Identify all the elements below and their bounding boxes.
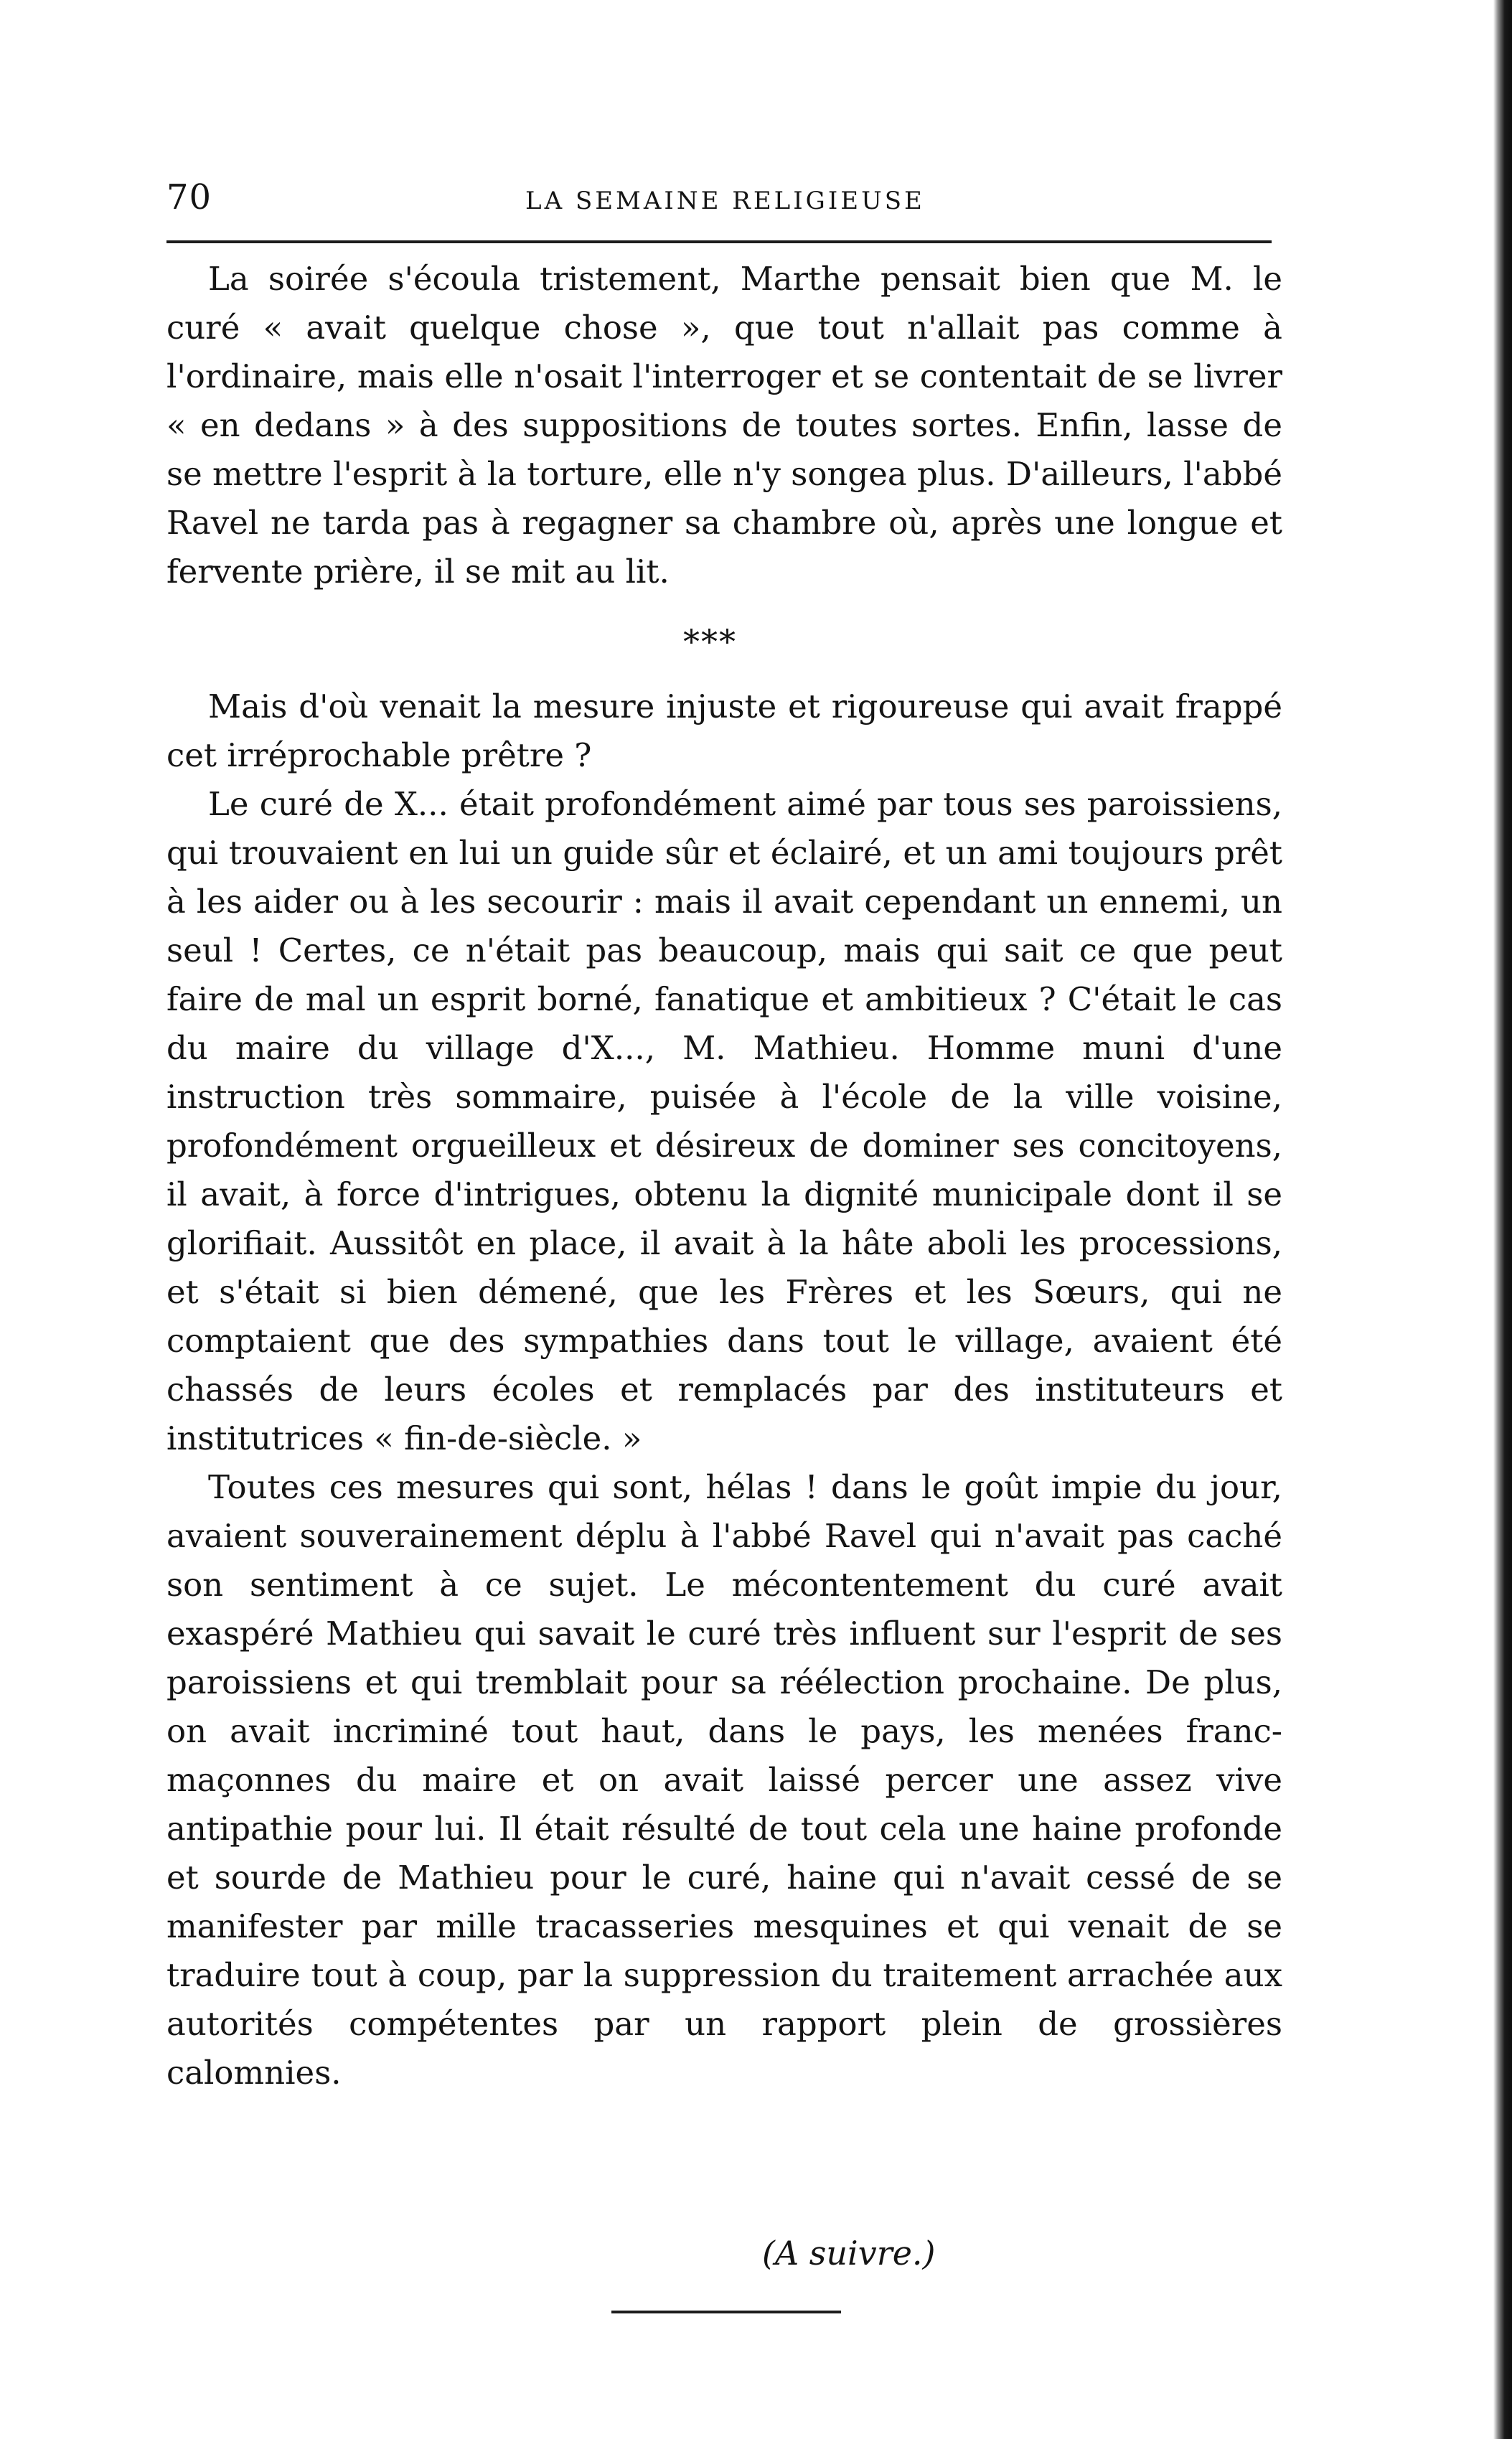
paragraph: La soirée s'écoula tristement, Marthe pensait bien que M. le curé « avait quelque chose », que tout n'allait pas comme à l'ordinaire, mais elle n'osait l'interroger et se contentait de se livrer « en dedans » à des suppositions de toutes sortes. Enfin, lasse de se mettre l'esprit à la torture, elle n'y songea plus. D'ailleurs, l'abbé Ravel ne tarda pas à regagner sa chambre où, après une longue et fervente prière, il se mit au lit. <box>166 260 1282 591</box>
section-break <box>166 596 1282 682</box>
page-number: 70 <box>166 177 212 217</box>
page-header <box>166 176 1272 219</box>
running-title: LA SEMAINE RELIGIEUSE <box>525 187 925 215</box>
asterism: *** <box>683 622 737 661</box>
text-body <box>166 255 1282 2097</box>
end-rule <box>611 2311 841 2313</box>
header-rule <box>166 240 1272 243</box>
paragraph: Mais d'où venait la mesure injuste et rigoureuse qui avait frappé cet irréprochable prêtre ? <box>166 687 1282 774</box>
page-edge-shadow <box>1493 0 1512 2439</box>
paragraph: Le curé de X... était profondément aimé par tous ses paroissiens, qui trouvaient en lui un guide sûr et éclairé, et un ami toujours prêt à les aider ou à les secourir : mais il avait cependant un ennemi, un seul ! Certes, ce n'était pas beaucoup, mais qui sait ce que peut faire de mal un esprit borné, fanatique et ambitieux ? C'était le cas du maire du village d'X..., M. Mathieu. Homme muni d'une instruction très sommaire, puisée à l'école de la ville voisine, profondément orgueilleux et désireux de dominer ses concitoyens, il avait, à force d'intrigues, obtenu la dignité municipale dont il se glorifiait. Aussitôt en place, il avait à la hâte aboli les processions, et s'était si bien démené, que les Frères et les Sœurs, qui ne comptaient que des sympathies dans tout le village, avaient été chassés de leurs écoles et remplacés par des instituteurs et institutrices « fin-de-siècle. » <box>166 785 1282 1457</box>
paragraph: Toutes ces mesures qui sont, hélas ! dans le goût impie du jour, avaient souverainement déplu à l'abbé Ravel qui n'avait pas caché son sentiment à ce sujet. Le mécontentement du curé avait exaspéré Mathieu qui savait le curé très influent sur l'esprit de ses paroissiens et qui tremblait pour sa réélection prochaine. De plus, on avait incriminé tout haut, dans le pays, les menées franc-maçonnes du maire et on avait laissé percer une assez vive antipathie pour lui. Il était résulté de tout cela une haine profonde et sourde de Mathieu pour le curé, haine qui n'avait cessé de se manifester par mille tracasseries mesquines et qui venait de se traduire tout à coup, par la suppression du traitement arrachée aux autorités compétentes par un rapport plein de grossières calomnies. <box>166 1468 1282 2092</box>
closing-block <box>166 2232 1282 2303</box>
to-be-continued: (A suivre.) <box>762 2234 936 2273</box>
